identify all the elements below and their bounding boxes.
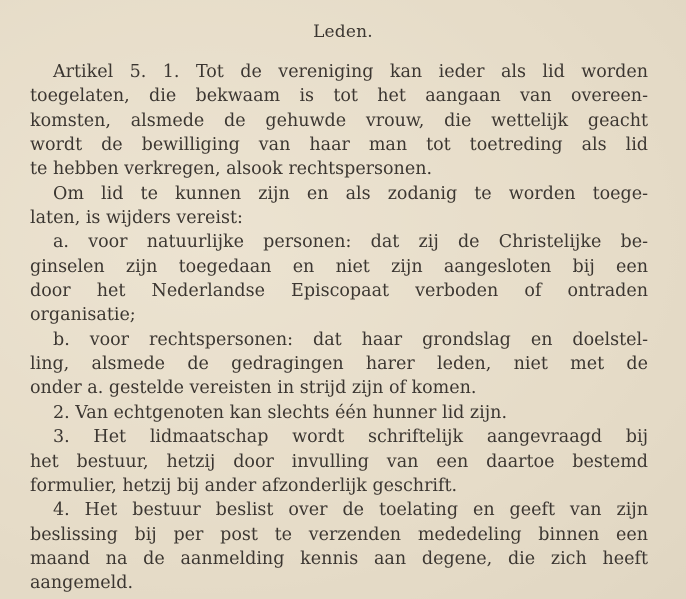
article-text xyxy=(30,60,648,596)
text-line: 2. Van echtgenoten kan slechts één hunner lid zijn. xyxy=(53,402,508,423)
text-line: 3. Het lidmaatschap wordt schriftelijk aangevraagd bij xyxy=(53,427,648,448)
text-line: 4. Het bestuur beslist over de toelating en geeft van zijn xyxy=(53,500,648,521)
text-line: formulier, hetzij bij ander afzonderlijk geschrift. xyxy=(30,475,458,496)
text-line: komsten, alsmede de gehuwde vrouw, die wettelijk geacht xyxy=(30,110,648,131)
text-line: aangemeld. xyxy=(30,573,134,594)
text-line: door het Nederlandse Episcopaat verboden of ontraden xyxy=(30,281,648,302)
text-line: te hebben verkregen, alsook rechtspersonen. xyxy=(30,159,433,180)
text-line: toegelaten, die bekwaam is tot het aangaan van overeen- xyxy=(30,86,648,107)
text-line: organisatie; xyxy=(30,305,136,326)
text-line: Artikel 5. 1. Tot de vereniging kan ieder als lid worden xyxy=(53,62,648,82)
text-line: onder a. gestelde vereisten in strijd zijn of komen. xyxy=(30,378,477,399)
text-line: b. voor rechtspersonen: dat haar grondslag en doelstel- xyxy=(53,329,648,350)
text-line: het bestuur, hetzij door invulling van een daartoe bestemd xyxy=(30,451,648,472)
text-line: Om lid te kunnen zijn en als zodanig te worden toege- xyxy=(53,183,648,204)
text-line: ling, alsmede de gedragingen harer leden, niet met de xyxy=(30,354,648,375)
text-line: wordt de bewilliging van haar man tot toetreding als lid xyxy=(30,135,648,156)
text-line: laten, is wijders vereist: xyxy=(30,208,243,229)
text-line: a. voor natuurlijke personen: dat zij de Christelijke be- xyxy=(53,232,648,253)
text-line: ginselen zijn toegedaan en niet zijn aangesloten bij een xyxy=(30,256,648,277)
section-title: Leden. xyxy=(313,22,373,42)
text-line: beslissing bij per post te verzenden mededeling binnen een xyxy=(30,524,648,545)
text-line: maand na de aanmelding kennis aan degene, die zich heeft xyxy=(30,548,648,569)
